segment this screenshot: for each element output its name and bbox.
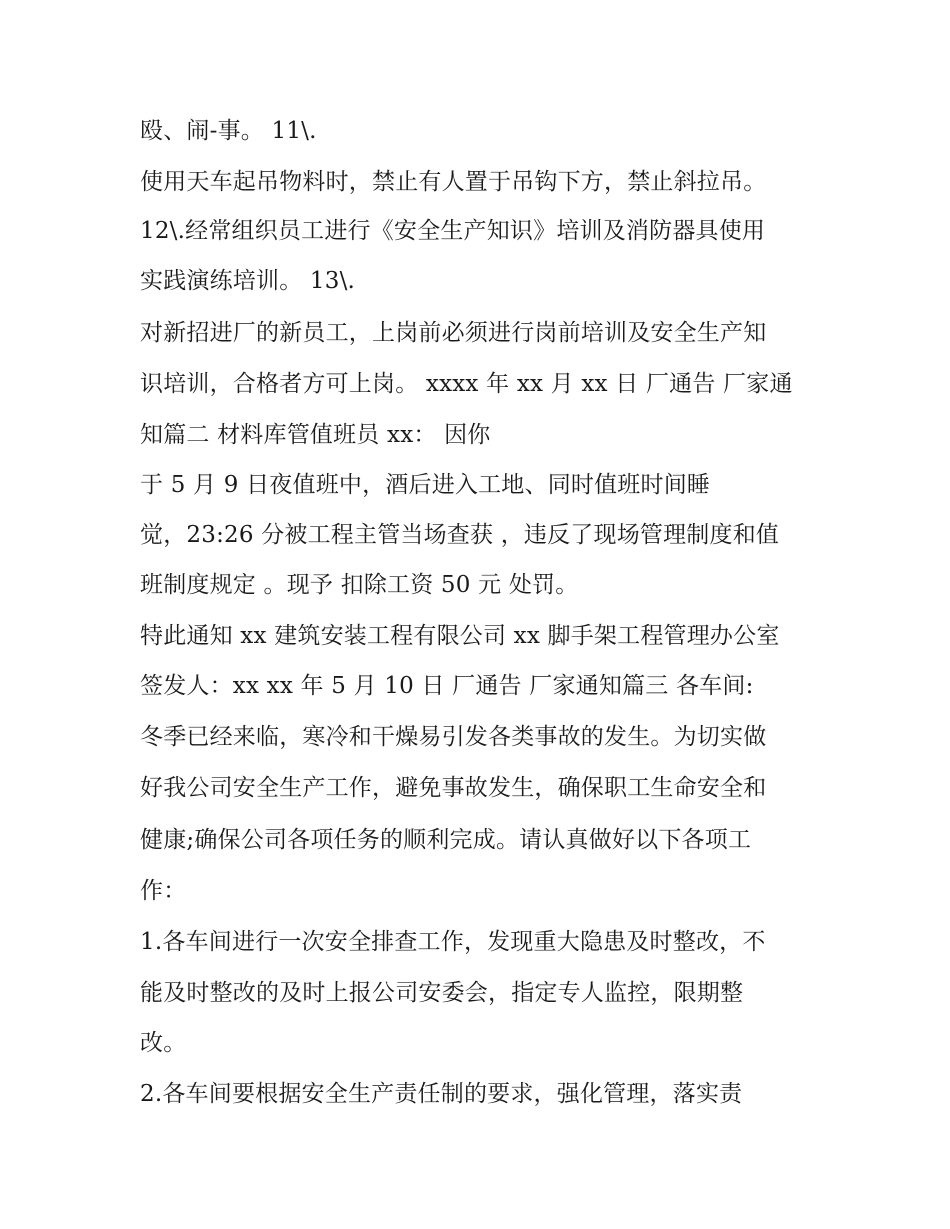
text-line: 实践演练培训。 13\.: [140, 268, 356, 294]
text-line: 好我公司安全生产工作，避免事故发生，确保职工生命安全和: [140, 775, 767, 801]
text-line: 签发人：xx xx 年 5 月 10 日 厂通告 厂家通知篇三 各车间:: [140, 673, 754, 699]
text-line: 2.各车间要根据安全生产责任制的要求，强化管理，落实责: [140, 1081, 743, 1107]
text-line: 于 5 月 9 日夜值班中，酒后进入工地、同时值班时间睡: [140, 472, 711, 498]
text-line: 使用天车起吊物料时，禁止有人置于吊钩下方，禁止斜拉吊。: [140, 169, 767, 195]
text-line: 殴、闹-事。 11\.: [140, 118, 317, 144]
text-line: 能及时整改的及时上报公司安委会，指定专人监控，限期整: [140, 980, 744, 1006]
text-line: 改。: [140, 1030, 187, 1056]
text-line: 识培训，合格者方可上岗。 xxxx 年 xx 月 xx 日 厂通告 厂家通: [140, 371, 793, 397]
text-line: 知篇二 材料库管值班员 xx： 因你: [140, 422, 491, 448]
text-line: 对新招进厂的新员工，上岗前必须进行岗前培训及安全生产知: [140, 320, 767, 346]
text-line: 健康;确保公司各项任务的顺利完成。请认真做好以下各项工: [140, 827, 752, 853]
text-line: 1.各车间进行一次安全排查工作，发现重大隐患及时整改，不: [140, 929, 766, 955]
text-line: 特此通知 xx 建筑安装工程有限公司 xx 脚手架工程管理办公室: [140, 623, 780, 649]
text-line: 班制度规定 。现予 扣除工资 50 元 处罚。: [140, 572, 579, 598]
text-line: 觉，23:26 分被工程主管当场查获 ，违反了现场管理制度和值: [140, 522, 780, 548]
text-line: 12\.经常组织员工进行《安全生产知识》培训及消防器具使用: [140, 218, 766, 244]
text-line: 作：: [140, 878, 187, 904]
text-line: 冬季已经来临，寒冷和干燥易引发各类事故的发生。为切实做: [140, 724, 767, 750]
